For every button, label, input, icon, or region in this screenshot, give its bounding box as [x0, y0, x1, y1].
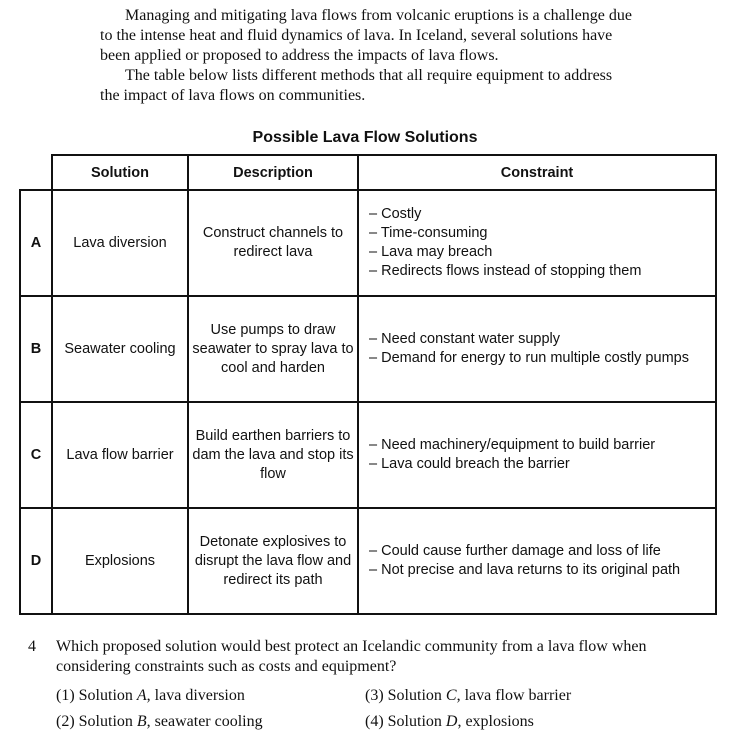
question-number: 4	[28, 638, 36, 655]
option-number: (4)	[365, 713, 384, 730]
option-text: , explosions	[457, 713, 534, 730]
table-corner-cell	[20, 155, 52, 190]
answer-option-1[interactable]	[56, 686, 245, 706]
option-text: , lava flow barrier	[456, 687, 572, 704]
option-number: (2)	[56, 713, 75, 730]
table-row	[20, 296, 716, 402]
row-description: Build earthen barriers to dam the lava and stop its flow	[188, 402, 358, 508]
question-text: Which proposed solution would best protect an Icelandic community from a lava flow when considering constraints such as costs and equipment?	[56, 638, 647, 675]
constraint-item: – Lava may breach	[369, 244, 493, 260]
constraint-item: – Could cause further damage and loss of life	[369, 543, 661, 559]
row-letter: A	[20, 190, 52, 296]
answer-option-4[interactable]	[365, 712, 534, 732]
table-title: Possible Lava Flow Solutions	[252, 129, 478, 146]
constraint-item: – Not precise and lava returns to its original path	[369, 562, 681, 578]
header-solution: Solution	[52, 155, 188, 190]
answer-option-2[interactable]	[56, 712, 263, 732]
constraint-item: – Need constant water supply	[369, 331, 561, 347]
row-solution: Seawater cooling	[52, 296, 188, 402]
constraint-item: – Demand for energy to run multiple costly pumps	[369, 350, 689, 366]
table-header-row	[20, 155, 716, 190]
table-row	[20, 190, 716, 296]
constraint-item: – Costly	[369, 206, 422, 222]
row-constraints	[358, 508, 716, 614]
solutions-table	[19, 154, 717, 615]
row-constraints	[358, 402, 716, 508]
intro-paragraph-1: Managing and mitigating lava flows from volcanic eruptions is a challenge due to the intense heat and fluid dynamics of lava. In Iceland, several solutions have been applied or proposed to address the impacts of lava flows.	[100, 7, 632, 64]
table-row	[20, 402, 716, 508]
row-description: Construct channels to redirect lava	[188, 190, 358, 296]
option-prefix: Solution	[387, 713, 446, 730]
row-letter: C	[20, 402, 52, 508]
option-text: , lava diversion	[146, 687, 245, 704]
row-solution: Lava diversion	[52, 190, 188, 296]
row-solution: Explosions	[52, 508, 188, 614]
row-constraints	[358, 190, 716, 296]
table-row	[20, 508, 716, 614]
header-constraint: Constraint	[358, 155, 716, 190]
option-prefix: Solution	[387, 687, 446, 704]
option-prefix: Solution	[78, 687, 137, 704]
question	[28, 637, 688, 677]
option-number: (1)	[56, 687, 75, 704]
row-description: Detonate explosives to disrupt the lava flow and redirect its path	[188, 508, 358, 614]
constraint-item: – Lava could breach the barrier	[369, 456, 570, 472]
option-letter: C	[445, 687, 457, 704]
row-description: Use pumps to draw seawater to spray lava to cool and harden	[188, 296, 358, 402]
header-description: Description	[188, 155, 358, 190]
row-constraints	[358, 296, 716, 402]
option-number: (3)	[365, 687, 384, 704]
row-solution: Lava flow barrier	[52, 402, 188, 508]
option-letter: B	[136, 713, 147, 730]
constraint-item: – Need machinery/equipment to build barrier	[369, 437, 656, 453]
option-prefix: Solution	[78, 713, 137, 730]
intro-paragraph-2: The table below lists different methods that all require equipment to address the impact of lava flows on communities.	[100, 67, 613, 104]
answer-option-3[interactable]	[365, 686, 571, 706]
row-letter: D	[20, 508, 52, 614]
option-letter: D	[445, 713, 458, 730]
option-letter: A	[136, 687, 147, 704]
option-text: , seawater cooling	[146, 713, 263, 730]
row-letter: B	[20, 296, 52, 402]
constraint-item: – Time-consuming	[369, 225, 488, 241]
constraint-item: – Redirects flows instead of stopping them	[369, 263, 642, 279]
intro-text	[100, 6, 635, 106]
